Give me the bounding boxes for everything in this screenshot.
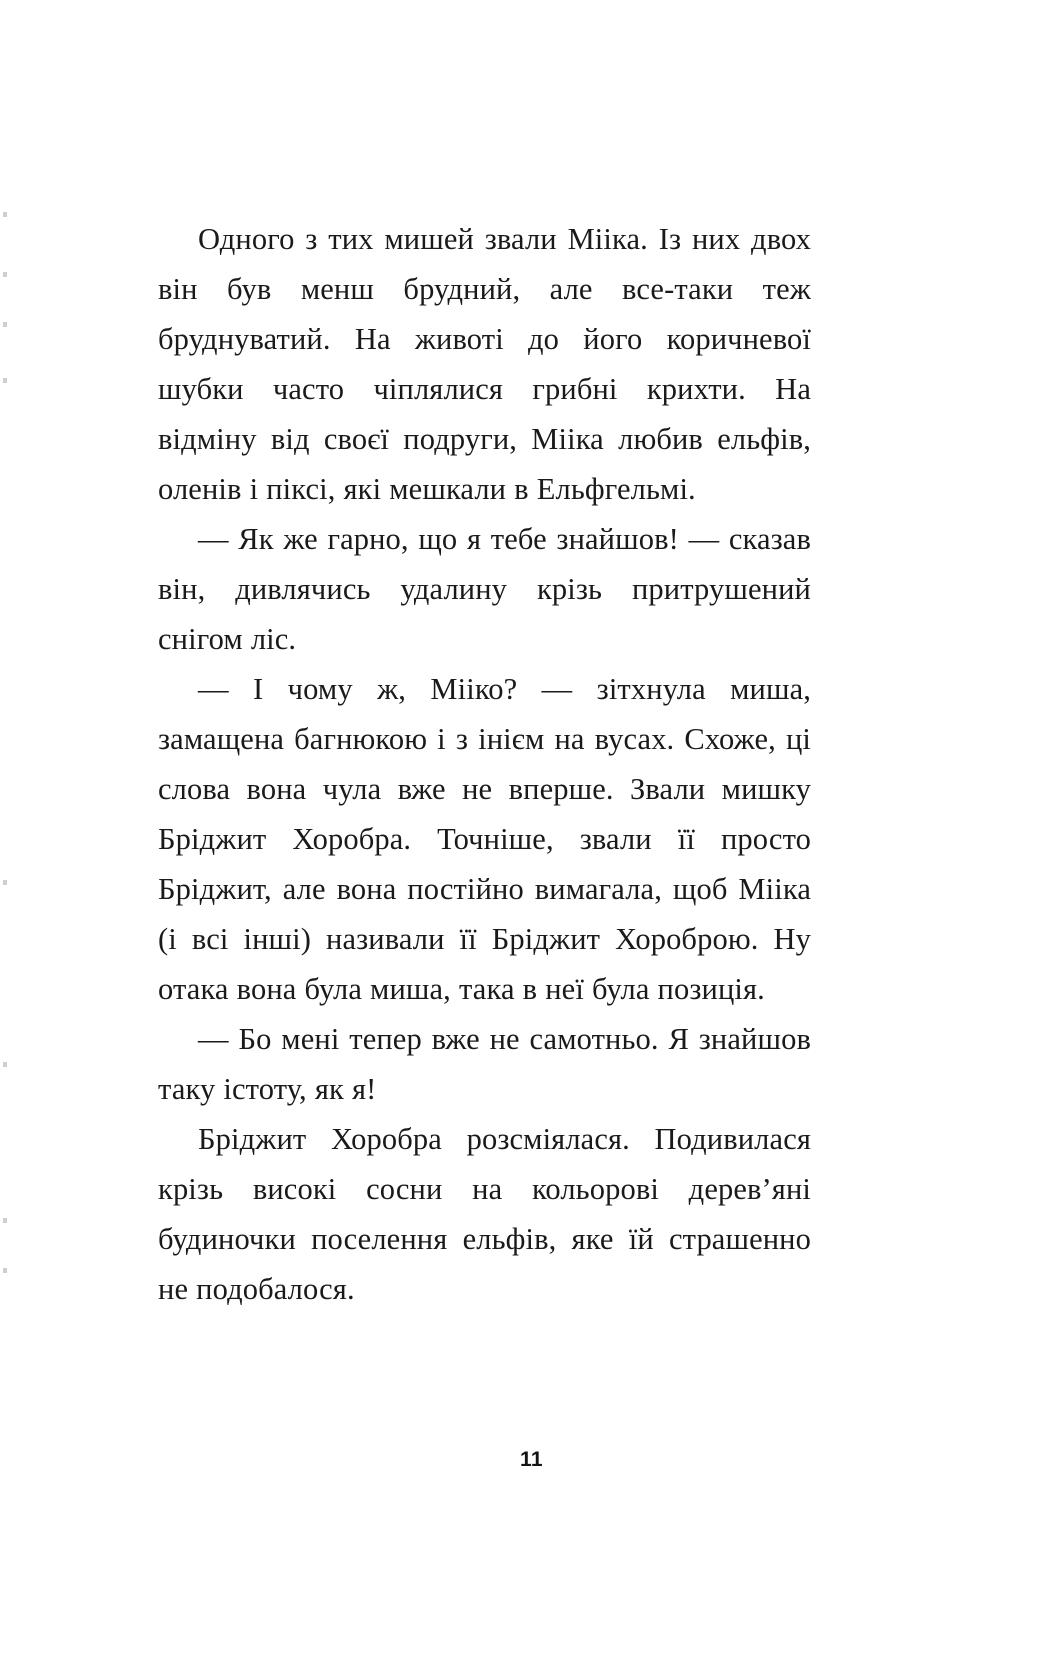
paragraph: — Як же гарно, що я тебе знайшов! — сказав він, дивлячись удалину крізь притрушений снігом ліс.: [158, 522, 811, 656]
scan-gutter-artifacts: [0, 0, 14, 1654]
paragraph: — Бо мені тепер вже не самотньо. Я знайшов таку істоту, як я!: [158, 1022, 811, 1106]
paragraph: Бріджит Хоробра розсміялася. Подивилася крізь високі сосни на кольорові дерев’яні будиночки поселення ельфів, яке їй страшенно не подобалося.: [158, 1122, 811, 1306]
body-text-block: [158, 214, 811, 1314]
paragraph: Одного з тих мишей звали Мііка. Із них двох він був менш брудний, але все-таки теж бруднуватий. На животі до його коричневої шубки часто чіплялися грибні крихти. На відміну від своєї подруги, Мііка любив ельфів, оленів і піксі, які мешкали в Ельфгельмі.: [158, 222, 811, 506]
paragraph: — І чому ж, Мііко? — зітхнула миша, замащена багнюкою і з інієм на вусах. Схоже, ці слова вона чула вже не вперше. Звали мишку Бріджит Хоробра. Точніше, звали її просто Бріджит, але вона постійно вимагала, щоб Мііка (і всі інші) називали її Бріджит Хороброю. Ну отака вона була миша, така в неї була позиція.: [158, 672, 811, 1006]
page-number: 11: [519, 1448, 544, 1471]
